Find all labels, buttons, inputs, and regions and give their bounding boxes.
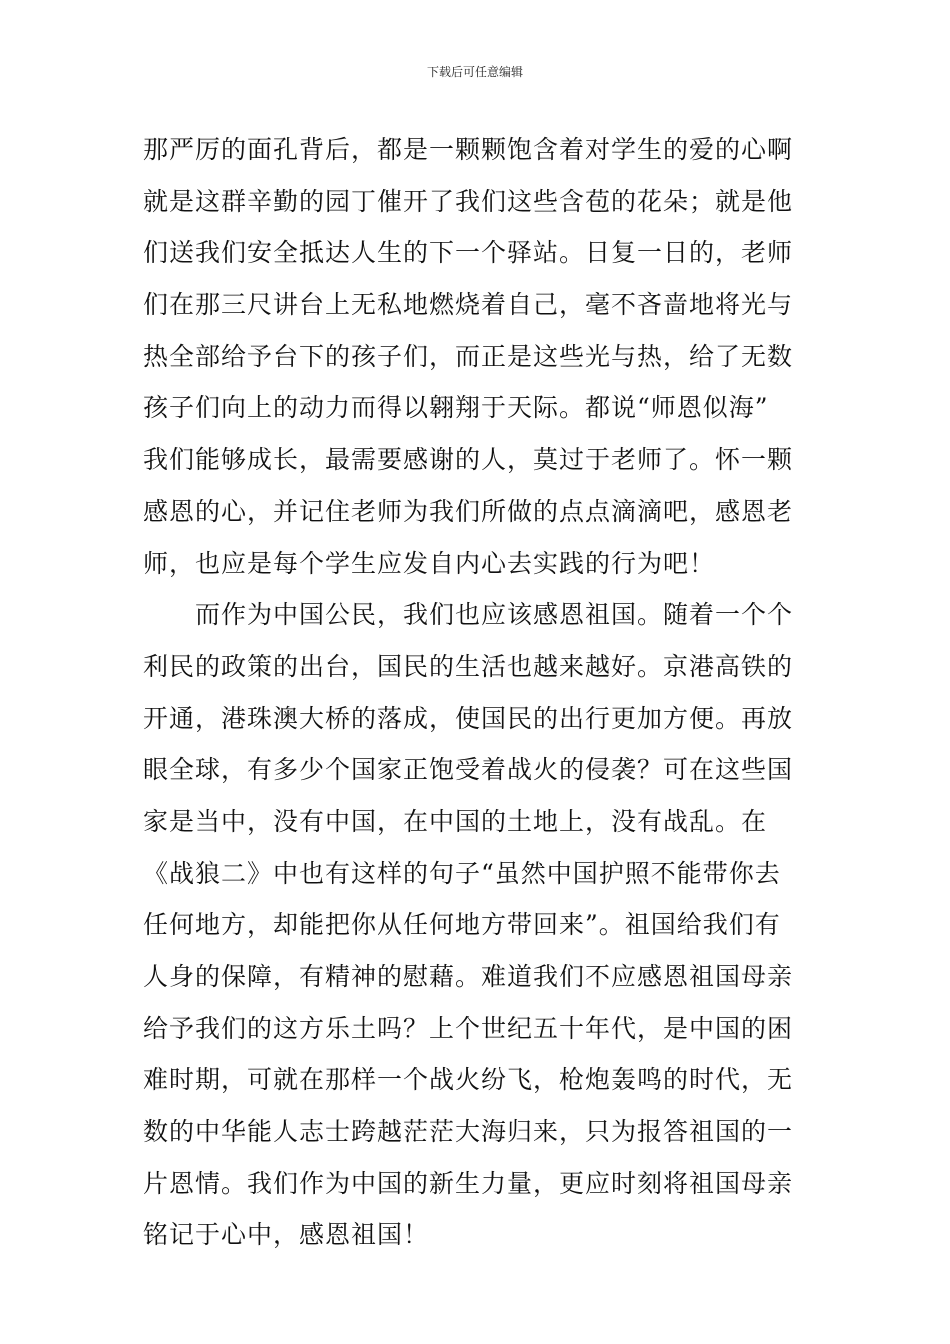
- text-line: 铭记于心中，感恩祖国！: [143, 1220, 430, 1250]
- text-line: 给予我们的这方乐土吗？上个世纪五十年代，是中国的困: [143, 1013, 794, 1043]
- text-line: 们送我们安全抵达人生的下一个驿站。日复一日的，老师: [143, 238, 794, 268]
- text-line: 孩子们向上的动力而得以翱翔于天际。都说“师恩似海”: [143, 393, 769, 423]
- text-line: 眼全球，有多少个国家正饱受着战火的侵袭？可在这些国: [143, 755, 794, 785]
- text-line: 家是当中，没有中国，在中国的土地上，没有战乱。在: [143, 806, 768, 836]
- text-line: 就是这群辛勤的园丁催开了我们这些含苞的花朵；就是他: [143, 186, 794, 216]
- text-line: 开通，港珠澳大桥的落成，使国民的出行更加方便。再放: [143, 703, 794, 733]
- text-line: 片恩情。我们作为中国的新生力量，更应时刻将祖国母亲: [143, 1168, 794, 1198]
- text-line: 数的中华能人志士跨越茫茫大海归来，只为报答祖国的一: [143, 1117, 794, 1147]
- document-body: [143, 124, 823, 1261]
- text-line: 们在那三尺讲台上无私地燃烧着自己，毫不吝啬地将光与: [143, 290, 794, 320]
- text-line: 人身的保障，有精神的慰藉。难道我们不应感恩祖国母亲: [143, 962, 794, 991]
- text-line: 而作为中国公民，我们也应该感恩祖国。随着一个个: [143, 600, 794, 630]
- text-line: 《战狼二》中也有这样的句子“虽然中国护照不能带你去: [143, 858, 781, 888]
- text-line: 热全部给予台下的孩子们，而正是这些光与热，给了无数: [143, 341, 794, 371]
- text-line: 感恩的心，并记住老师为我们所做的点点滴滴吧，感恩老: [143, 496, 794, 526]
- page-header: 下载后可任意编辑: [426, 65, 523, 79]
- text-line: 师，也应是每个学生应发自内心去实践的行为吧！: [143, 548, 716, 578]
- text-line: 那严厉的面孔背后，都是一颗颗饱含着对学生的爱的心啊: [143, 135, 794, 164]
- text-line: 利民的政策的出台，国民的生活也越来越好。京港高铁的: [143, 651, 794, 681]
- text-line: 难时期，可就在那样一个战火纷飞，枪炮轰鸣的时代，无: [143, 1065, 794, 1095]
- text-line: 我们能够成长，最需要感谢的人，莫过于老师了。怀一颗: [143, 445, 794, 475]
- text-line: 任何地方，却能把你从任何地方带回来”。祖国给我们有: [143, 910, 781, 940]
